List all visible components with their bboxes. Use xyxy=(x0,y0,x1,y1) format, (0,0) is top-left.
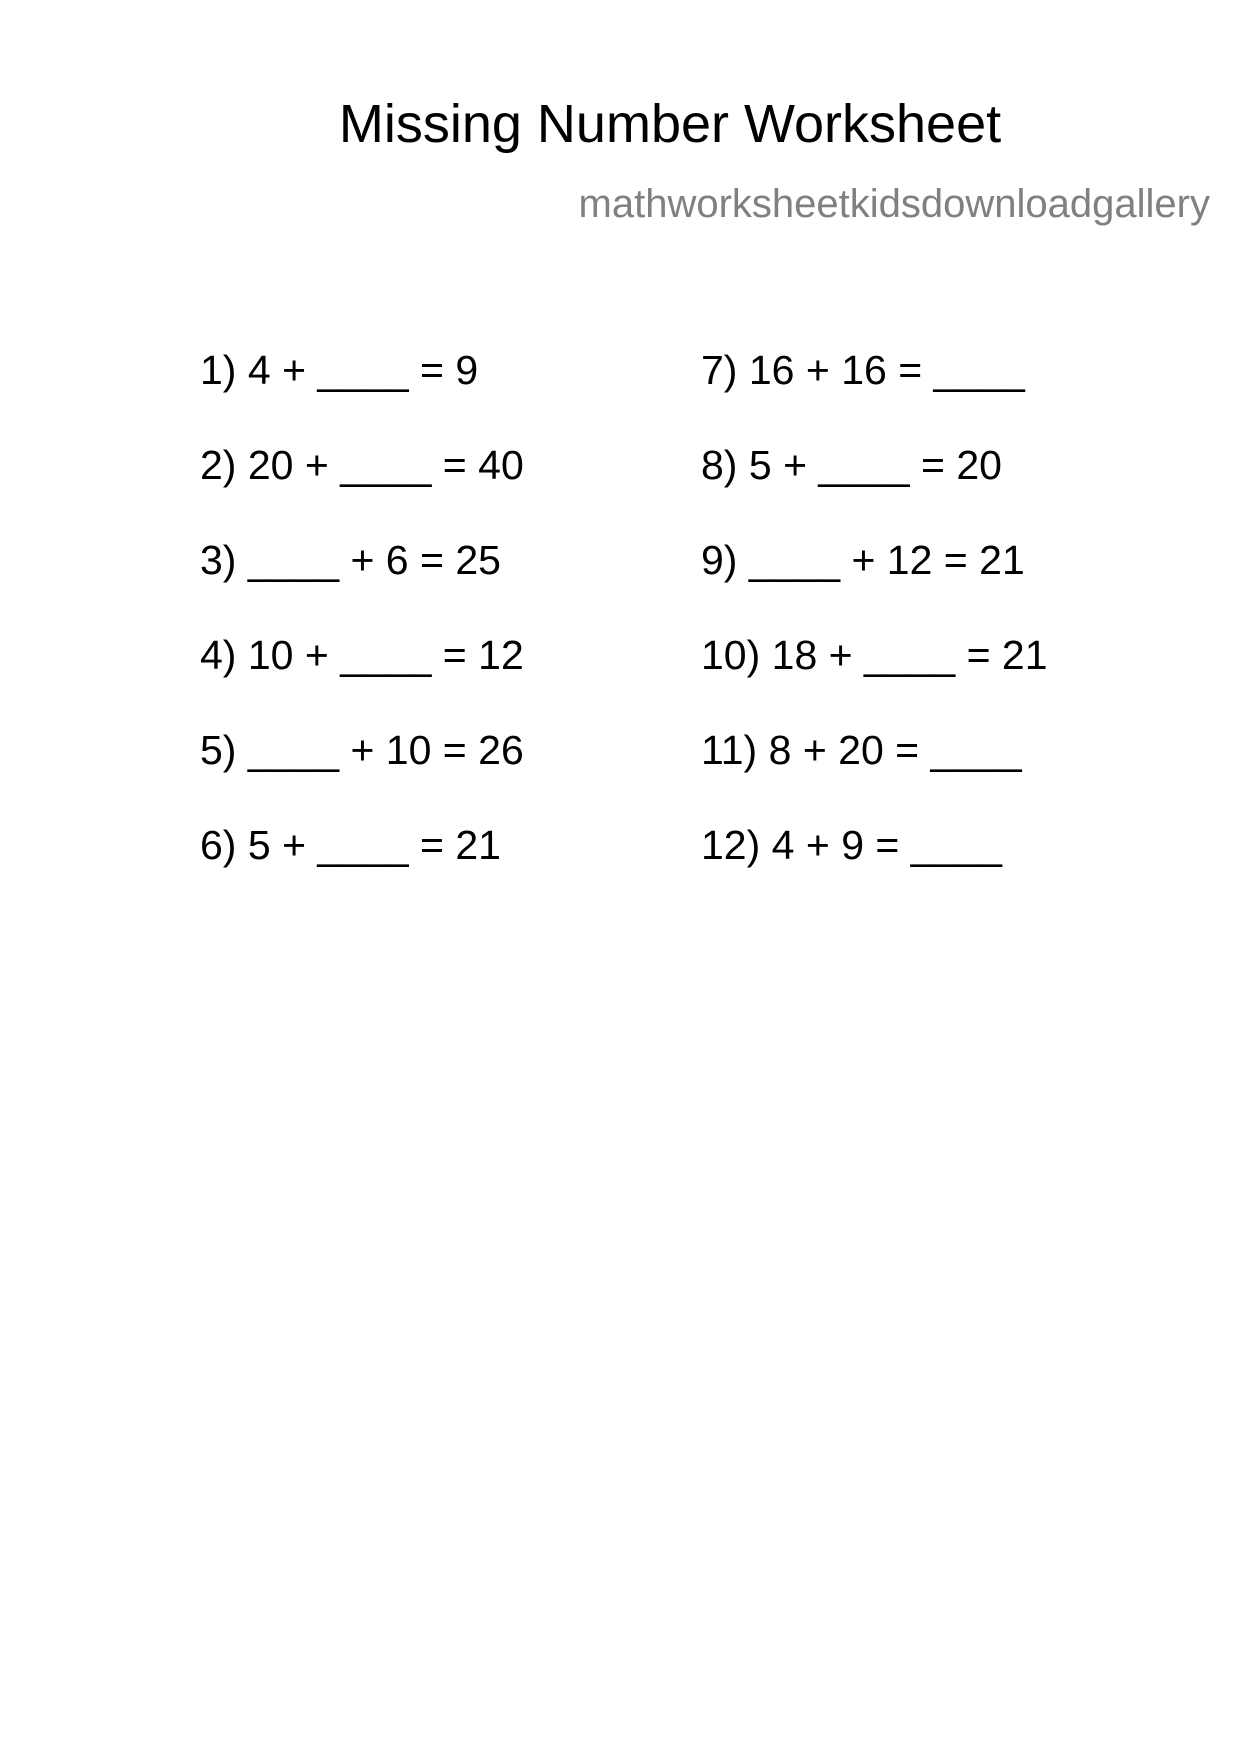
problem-item xyxy=(200,820,524,915)
problem-item xyxy=(701,440,1048,535)
problem-item xyxy=(701,630,1048,725)
problem-number: 11) xyxy=(701,727,758,773)
problem-item xyxy=(200,440,524,535)
worksheet-subtitle: mathworksheetkidsdownloadgallery xyxy=(578,182,1210,226)
problem-item xyxy=(200,345,524,440)
problem-number: 12) xyxy=(701,822,761,868)
problem-expression: 4 + 9 = ____ xyxy=(771,822,1002,868)
problem-number: 7) xyxy=(701,347,738,393)
problem-expression: 5 + ____ = 20 xyxy=(748,442,1002,488)
problem-expression: 5 + ____ = 21 xyxy=(247,822,501,868)
problem-expression: 4 + ____ = 9 xyxy=(247,347,479,393)
problem-expression: 10 + ____ = 12 xyxy=(247,632,524,678)
problem-item xyxy=(200,725,524,820)
worksheet-title: Missing Number Worksheet xyxy=(338,94,1002,154)
problem-number: 8) xyxy=(701,442,738,488)
problem-expression: 18 + ____ = 21 xyxy=(771,632,1048,678)
problem-number: 3) xyxy=(200,537,237,583)
problem-number: 10) xyxy=(701,632,761,678)
problem-item xyxy=(701,345,1048,440)
problem-number: 5) xyxy=(200,727,237,773)
problem-number: 1) xyxy=(200,347,237,393)
problem-expression: ____ + 12 = 21 xyxy=(748,537,1025,583)
problem-item xyxy=(200,535,524,630)
problem-item xyxy=(701,535,1048,630)
problem-expression: 8 + 20 = ____ xyxy=(768,727,1022,773)
problem-number: 2) xyxy=(200,442,237,488)
problem-column-right xyxy=(701,345,1048,915)
problem-item xyxy=(701,820,1048,915)
problem-expression: 20 + ____ = 40 xyxy=(247,442,524,488)
problem-column-left xyxy=(200,345,524,915)
problem-expression: ____ + 10 = 26 xyxy=(247,727,524,773)
problem-number: 6) xyxy=(200,822,237,868)
problem-number: 9) xyxy=(701,537,738,583)
problem-item xyxy=(200,630,524,725)
problem-expression: ____ + 6 = 25 xyxy=(247,537,501,583)
problem-item xyxy=(701,725,1048,820)
problem-number: 4) xyxy=(200,632,237,678)
problem-expression: 16 + 16 = ____ xyxy=(748,347,1025,393)
